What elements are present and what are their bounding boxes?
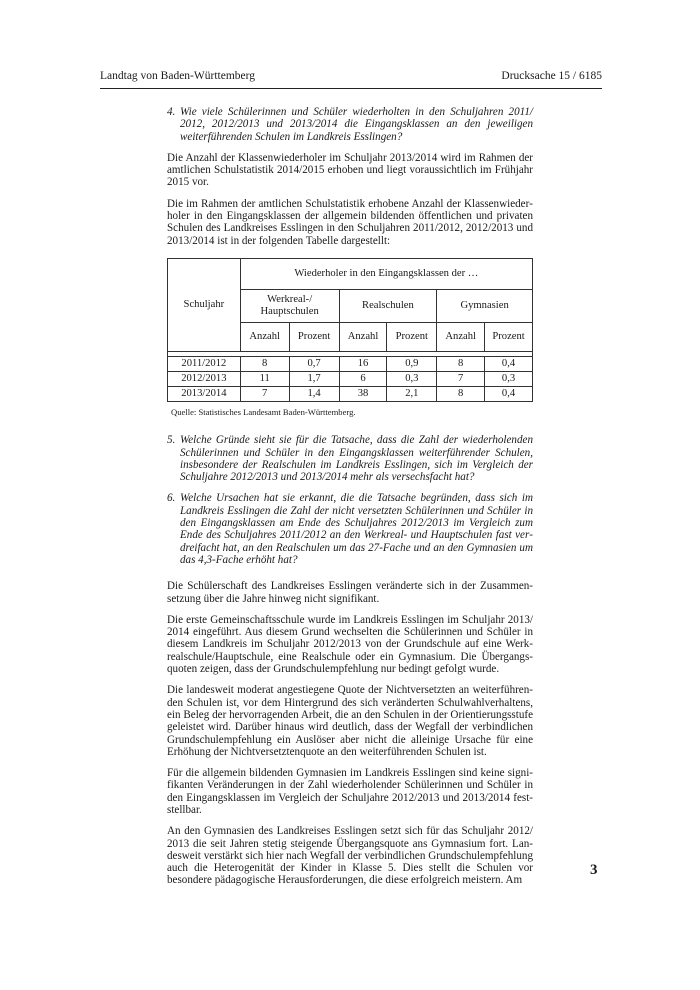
table-cell: 8	[437, 356, 485, 371]
header-document-number: Drucksache 15 / 6185	[501, 70, 602, 82]
table-cell: 2013/2014	[168, 386, 241, 401]
table-row	[168, 371, 533, 386]
question-6	[167, 492, 533, 566]
sub-header: Prozent	[387, 322, 437, 351]
table-cell: 11	[240, 371, 289, 386]
text-column	[167, 106, 533, 896]
school-type-header: Realschulen	[339, 289, 437, 322]
answer-paragraph: Für die allgemein bildenden Gymnasien im Landkreis Esslingen sind keine signifikanten Veränderungen in der Zahl wiederholender Schülerinnen und Schüler in den Eingangsklassen im Vergleich der Schuljahre 2012/2013 und 2013/2014 feststellbar.	[167, 767, 533, 816]
group-header: Wiederholer in den Eingangsklassen der …	[240, 258, 532, 289]
school-type-header: Werkreal-/ Hauptschulen	[240, 289, 339, 322]
sub-header: Anzahl	[339, 322, 387, 351]
answer-paragraph: An den Gymnasien des Landkreises Esslingen setzt sich für das Schuljahr 2012/ 2013 die seit Jahren stetig steigende Übergangsquote ans Gymnasium fort. Landesweit verstärkt sich hier nach Wegfall der verbindlichen Grundschulempfehlung auch die Heterogenität der Kinder in Klasse 5. Dies stellt die Schulen vor besondere pädagogische Herausforderungen, die diese erfolgreich meistern. Am	[167, 825, 533, 887]
question-number: 6.	[167, 492, 176, 505]
table-cell: 0,4	[485, 386, 533, 401]
page-number: 3	[590, 862, 598, 878]
sub-header: Prozent	[485, 322, 533, 351]
table-cell: 1,4	[289, 386, 339, 401]
table-cell: 0,3	[387, 371, 437, 386]
repeaters-table	[167, 258, 533, 402]
table-cell: 6	[339, 371, 387, 386]
table-cell: 1,7	[289, 371, 339, 386]
answer-paragraph: Die Schülerschaft des Landkreises Esslingen veränderte sich in der Zusammensetzung über die Jahre hinweg nicht signifikant.	[167, 580, 533, 605]
header-rule	[100, 88, 602, 89]
question-text: Welche Gründe sieht sie für die Tatsache, dass die Zahl der wiederholenden Schülerinnen und Schüler in den Eingangsklassen weiterführender Schulen, insbesondere der Realschulen im Landkreis Esslingen, sich im Vergleich der Schuljahre 2012/2013 und 2013/2014 mehr als versechsfacht hat?	[180, 434, 533, 484]
table-cell: 0,7	[289, 356, 339, 371]
sub-header: Anzahl	[437, 322, 485, 351]
year-column-header: Schuljahr	[168, 258, 241, 351]
table-cell: 0,4	[485, 356, 533, 371]
table-cell: 16	[339, 356, 387, 371]
question-4	[167, 106, 533, 143]
table-source: Quelle: Statistisches Landesamt Baden-Württemberg.	[171, 406, 356, 417]
header-parliament: Landtag von Baden-Württemberg	[100, 70, 255, 82]
table-cell: 8	[437, 386, 485, 401]
question-text: Wie viele Schülerinnen und Schüler wiederholten in den Schuljahren 2011/ 2012, 2012/2013 und 2013/2014 die Eingangsklassen an den jeweiligen weiterführenden Schulen im Landkreis Esslingen?	[180, 106, 533, 143]
sub-header: Anzahl	[240, 322, 289, 351]
sub-header: Prozent	[289, 322, 339, 351]
question-number: 4.	[167, 106, 176, 118]
table-cell: 8	[240, 356, 289, 371]
table-cell: 0,9	[387, 356, 437, 371]
table-cell: 7	[240, 386, 289, 401]
answer-paragraph: Die im Rahmen der amtlichen Schulstatistik erhobene Anzahl der Klassenwiederholer in den Eingangsklassen der allgemein bildenden öffentlichen und privaten Schulen des Landkreises Esslingen in den Schuljahren 2011/2012, 2012/2013 und 2013/2014 ist in der folgenden Tabelle dargestellt:	[167, 197, 533, 247]
table-cell: 2011/2012	[168, 356, 241, 371]
table-cell: 38	[339, 386, 387, 401]
table-cell: 7	[437, 371, 485, 386]
table-cell: 2,1	[387, 386, 437, 401]
table-row	[168, 356, 533, 371]
school-type-header: Gymnasien	[437, 289, 533, 322]
question-text: Welche Ursachen hat sie erkannt, die die Tatsache begründen, dass sich im Landkreis Esslingen die Zahl der nicht versetzten Schülerinnen und Schüler in den Eingangsklassen am Ende des Schuljahres 2012/2013 im Vergleich zum Ende des Schuljahres 2011/2012 an den Werkreal- und Hauptschulen fast verdreifacht hat, an den Realschulen um das 27-Fache und an den Gymnasien um das 4,3-Fache erhöht hat?	[180, 492, 533, 566]
answer-paragraph: Die erste Gemeinschaftsschule wurde im Landkreis Esslingen im Schuljahr 2013/ 2014 eingeführt. Aus diesem Grund wechselten die Schülerinnen und Schüler in diesem Landkreis im Schuljahr 2012/2013 von der Grundschule auf eine Werkrealschule/Hauptschule, eine Realschule oder ein Gymnasium. Die Übergangsquoten zeigen, dass der Grundschulempfehlung nur bedingt gefolgt wurde.	[167, 613, 533, 676]
question-5	[167, 434, 533, 483]
question-number: 5.	[167, 434, 176, 447]
answer-paragraph: Die landesweit moderat angestiegene Quote der Nichtversetzten an weiterführenden Schulen ist, vor dem Hintergrund des sich veränderten Schulwahlverhaltens, ein Beleg der hervorragenden Arbeit, die an den Schulen in der Orientierungsstufe geleistet wird. Darüber hinaus wird deutlich, dass der Wegfall der verbindlichen Grundschulempfehlung ein Auslöser aber nicht die alleinige Ursache für eine Erhöhung der Nichtversetztenquote an den weiterführenden Schulen ist.	[167, 684, 533, 758]
table-cell: 0,3	[485, 371, 533, 386]
table-cell: 2012/2013	[168, 371, 241, 386]
table-row	[168, 386, 533, 401]
answer-paragraph: Die Anzahl der Klassenwiederholer im Schuljahr 2013/2014 wird im Rahmen der amtlichen Schulstatistik 2014/2015 erhoben und liegt voraussichtlich im Frühjahr 2015 vor.	[167, 151, 533, 189]
